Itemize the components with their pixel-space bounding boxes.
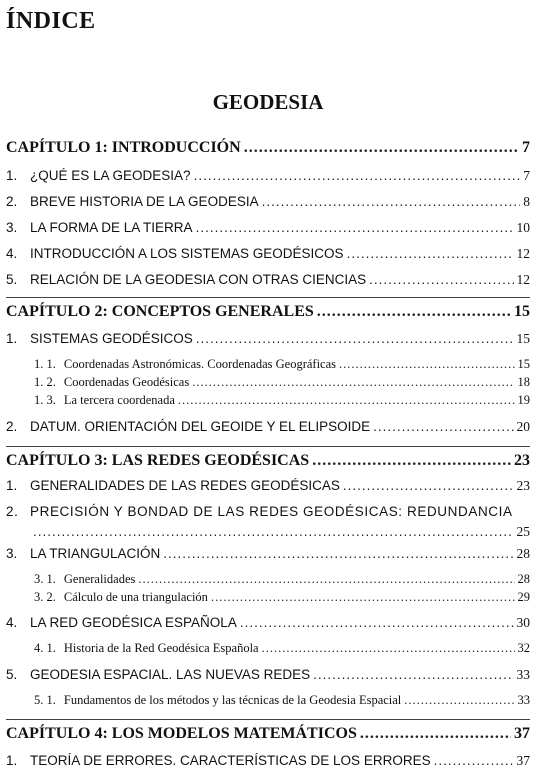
toc-subitem-row[interactable] [6,641,530,656]
dot-leader [343,478,514,493]
item-number: 3. [6,220,18,235]
page-number: 12 [516,272,530,287]
subitem-number: 5. 1. [34,693,56,707]
toc-item-row[interactable] [6,331,530,347]
item-label: BREVE HISTORIA DE LA GEODESIA [30,194,259,209]
page-number: 37 [514,725,530,742]
item-title [6,419,370,434]
item-title [6,667,310,682]
item-label: ¿QUÉ ES LA GEODESIA? [30,168,191,183]
item-number: 5. [6,272,18,287]
page-number: 28 [517,572,530,586]
toc-item-row[interactable] [6,478,530,494]
item-label: DATUM. ORIENTACIÓN DEL GEOIDE Y EL ELIPSOIDE [30,419,371,434]
toc-item-row[interactable] [6,246,530,262]
subitem-number: 3. 2. [34,590,56,604]
page-number: 20 [516,419,530,434]
page-number: 33 [516,667,530,682]
dot-leader [434,753,514,768]
item-label: SISTEMAS GEODÉSICOS [30,331,193,346]
chapter-title: CAPÍTULO 1: INTRODUCCIÓN [6,139,241,156]
dot-leader [196,331,514,346]
dot-leader [211,590,515,605]
item-number: 3. [6,546,18,561]
subitem-title [34,590,208,605]
page-number: 23 [516,478,530,493]
item-title [6,615,237,630]
page-number: 37 [516,753,530,768]
toc-item-row[interactable] [6,753,530,769]
toc-item-row[interactable] [6,168,530,184]
item-title [6,272,366,287]
item-label: LA FORMA DE LA TIERRA [30,220,193,235]
subitem-title [34,393,175,408]
page-number: 18 [517,375,530,389]
subitem-title [34,357,336,372]
subitem-title [34,641,259,656]
toc-item-row[interactable] [6,667,530,683]
dot-leader [339,357,514,372]
page-number: 29 [517,590,530,604]
dot-leader [138,572,514,587]
toc-item-continuation[interactable] [30,524,530,540]
toc-subitem-row[interactable] [6,393,530,408]
dot-leader [317,303,511,321]
page-number: 30 [516,615,530,630]
item-number: 1. [6,331,18,346]
subitem-number: 1. 1. [34,357,56,371]
dot-leader [312,452,511,470]
item-title [6,546,160,561]
item-title [6,478,340,493]
page-number: 28 [516,546,530,561]
dot-leader [178,393,515,408]
item-title [6,331,193,346]
item-number: 1. [6,478,18,493]
item-number: 5. [6,667,18,682]
toc-subitem-row[interactable] [6,357,530,372]
item-title [6,220,193,235]
toc-item-row[interactable] [6,504,530,519]
index-title: ÍNDICE [6,8,96,34]
subitem-title [34,693,401,708]
dot-leader [163,546,513,561]
subitem-number: 1. 2. [34,375,56,389]
toc-item-row[interactable] [6,194,530,210]
item-number: 1. [6,168,18,183]
item-title [6,246,344,261]
chapter-divider [6,719,530,720]
item-label: LA RED GEODÉSICA ESPAÑOLA [30,615,237,630]
dot-leader [369,272,513,287]
subitem-label: Cálculo de una triangulación [63,590,208,604]
subitem-label: Generalidades [63,572,136,586]
toc-subitem-row[interactable] [6,375,530,390]
page-number: 15 [516,331,530,346]
subitem-title [34,375,189,390]
page-number: 19 [517,393,530,407]
item-number: 2. [6,419,18,434]
item-title [6,753,431,768]
dot-leader [373,419,513,434]
page-number: 15 [517,357,530,371]
chapter-divider [6,446,530,447]
dot-leader [244,139,519,157]
item-title [6,194,259,209]
page-number: 7 [523,168,530,183]
item-label: PRECISIÓN Y BONDAD DE LAS REDES GEODÉSICAS: REDUNDANCIA [30,504,513,519]
dot-leader [196,220,514,235]
toc-chapter-row[interactable] [6,452,530,470]
item-label: TEORÍA DE ERRORES. CARACTERÍSTICAS DE LOS ERRORES [30,753,431,768]
page-number: 25 [516,524,530,539]
toc-chapter-row[interactable] [6,725,530,743]
item-label: LA TRIANGULACIÓN [30,546,161,561]
item-label: INTRODUCCIÓN A LOS SISTEMAS GEODÉSICOS [30,246,344,261]
chapter-divider [6,297,530,298]
subitem-title [34,572,135,587]
toc-chapter-row[interactable] [6,303,530,321]
item-title [6,504,513,519]
subitem-number: 3. 1. [34,572,56,586]
section-title: GEODESIA [212,90,324,114]
toc-subitem-row[interactable] [6,590,530,605]
item-label: GENERALIDADES DE LAS REDES GEODÉSICAS [30,478,340,493]
dot-leader [313,667,513,682]
subitem-label: Fundamentos de los métodos y las técnicas de la Geodesia Espacial [63,693,402,707]
page-number: 15 [514,303,530,320]
toc-subitem-row[interactable] [6,572,530,587]
page-number: 12 [516,246,530,261]
subitem-label: La tercera coordenada [63,393,175,407]
item-label: RELACIÓN DE LA GEODESIA CON OTRAS CIENCIAS [30,272,367,287]
dot-leader [33,524,514,539]
toc-item-row[interactable] [6,220,530,236]
toc-item-row[interactable] [6,546,530,562]
dot-leader [240,615,514,630]
dot-leader [192,375,514,390]
chapter-title: CAPÍTULO 2: CONCEPTOS GENERALES [6,303,314,320]
toc-chapter-row[interactable] [6,139,530,157]
dot-leader [360,725,511,743]
dot-leader [347,246,514,261]
page-number: 33 [517,693,530,707]
item-number: 4. [6,246,18,261]
dot-leader [262,194,521,209]
item-number: 2. [6,504,19,519]
subitem-label: Coordenadas Astronómicas. Coordenadas Geográficas [63,357,337,371]
page-number: 32 [517,641,530,655]
dot-leader [194,168,521,183]
chapter-title: CAPÍTULO 4: LOS MODELOS MATEMÁTICOS [6,725,357,742]
toc-item-row[interactable] [6,419,530,435]
item-number: 1. [6,753,18,768]
toc-item-row[interactable] [6,615,530,631]
dot-leader [404,693,514,708]
toc-subitem-row[interactable] [6,693,530,708]
item-number: 2. [6,194,18,209]
subitem-number: 1. 3. [34,393,56,407]
item-label: GEODESIA ESPACIAL. LAS NUEVAS REDES [30,667,311,682]
chapter-title: CAPÍTULO 3: LAS REDES GEODÉSICAS [6,452,310,469]
page-number: 8 [523,194,530,209]
page-number: 7 [522,139,530,156]
subitem-label: Coordenadas Geodésicas [63,375,190,389]
toc-item-row[interactable] [6,272,530,288]
item-title [6,168,191,183]
dot-leader [262,641,515,656]
subitem-label: Historia de la Red Geodésica Española [63,641,259,655]
page-number: 23 [514,452,530,469]
item-number: 4. [6,615,18,630]
page-number: 10 [516,220,530,235]
subitem-number: 4. 1. [34,641,56,655]
